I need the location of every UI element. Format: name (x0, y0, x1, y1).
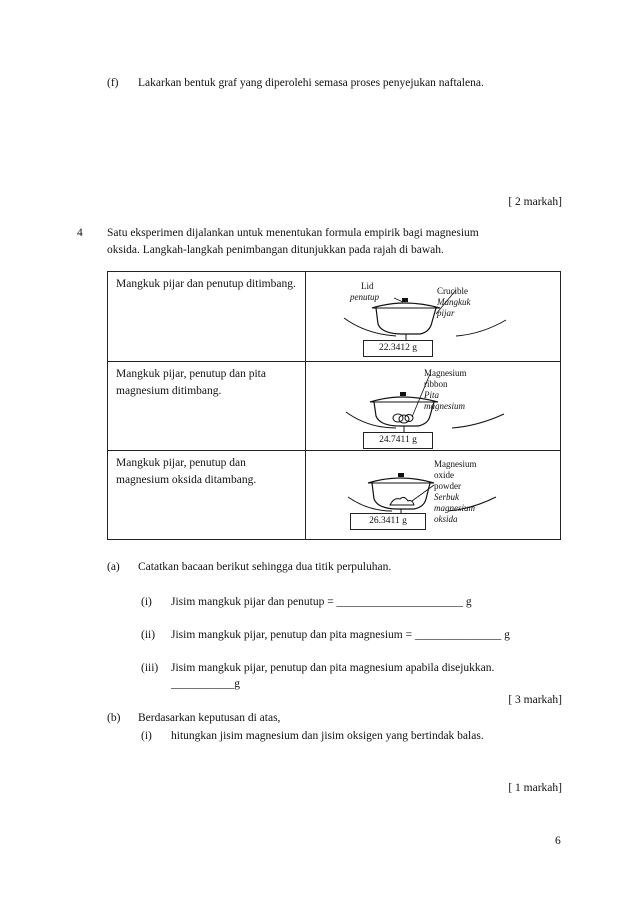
balance-reading-1: 22.3412 g (363, 340, 433, 357)
q4b-i-text: hitungkan jisim magnesium dan jisim oksigen yang bertindak balas. (171, 730, 484, 742)
step-1-figure (306, 272, 561, 362)
q4a-ii-label: (ii) (141, 629, 156, 641)
q4a-iii-text: Jisim mangkuk pijar, penutup dan pita magnesium apabila disejukkan. (171, 662, 495, 674)
magnesium-ribbon-label-1: Magnesium (424, 368, 467, 378)
crucible-with-oxide-illustration (306, 451, 560, 539)
q4-intro-line1: Satu eksperimen dijalankan untuk menentukan formula empirik bagi magnesium (107, 227, 479, 239)
balance-reading-2: 24.7411 g (363, 432, 433, 449)
q4a-iii-blank: ___________g (171, 678, 240, 690)
mangkuk-label: Mangkuk (437, 297, 471, 307)
step-2-figure (306, 362, 561, 451)
step-2-text: Mangkuk pijar, penutup dan pita magnesium ditimbang. (108, 362, 306, 451)
q4-intro-line2: oksida. Langkah-langkah penimbangan ditunjukkan pada rajah di bawah. (107, 244, 444, 256)
q4a-iii-label: (iii) (141, 662, 159, 674)
serbuk-label: Serbuk (434, 492, 459, 502)
balance-reading-3: 26.3411 g (350, 513, 426, 530)
lid-label: Lid (361, 281, 374, 291)
table-row (108, 272, 561, 362)
q4a-marks: [ 3 markah] (508, 694, 562, 706)
magnesium-ribbon-label-2: ribbon (424, 379, 448, 389)
step-3-figure (306, 451, 561, 540)
q4b-text: Berdasarkan keputusan di atas, (138, 712, 281, 724)
step-1-text: Mangkuk pijar dan penutup ditimbang. (108, 272, 306, 362)
table-row (108, 362, 561, 451)
pijar-label: pijar (437, 308, 455, 318)
q4a-ii-text: Jisim mangkuk pijar, penutup dan pita magnesium = _______________ g (171, 629, 510, 641)
q4-number: 4 (77, 227, 83, 239)
q4a-text: Catatkan bacaan berikut sehingga dua titik perpuluhan. (138, 561, 392, 573)
pita-label: Pita (424, 390, 439, 400)
q4a-i-label: (i) (141, 596, 152, 608)
q4b-i-label: (i) (141, 730, 152, 742)
penutup-label: penutup (350, 292, 379, 302)
crucible-with-lid-illustration (306, 272, 560, 361)
oksida-label: oksida (434, 514, 458, 524)
q-f-marks: [ 2 markah] (508, 196, 562, 208)
table-row (108, 451, 561, 540)
oxide-label-2: oxide (434, 470, 454, 480)
oxide-label-1: Magnesium (434, 459, 477, 469)
step-3-text: Mangkuk pijar, penutup dan magnesium oksida ditambang. (108, 451, 306, 540)
q4b-label: (b) (107, 712, 121, 724)
q4b-marks: [ 1 markah] (508, 782, 562, 794)
weighing-steps-table (107, 271, 561, 540)
q4a-label: (a) (107, 561, 120, 573)
crucible-label: Crucible (437, 286, 468, 296)
serbuk-magnesium-label: magnesium (434, 503, 475, 513)
page-number: 6 (555, 835, 561, 847)
q-f-label: (f) (107, 77, 119, 89)
q4a-i-text: Jisim mangkuk pijar dan penutup = ______________________ g (171, 596, 472, 608)
pita-magnesium-label: magnesium (424, 401, 465, 411)
q-f-text: Lakarkan bentuk graf yang diperolehi semasa proses penyejukan naftalena. (138, 77, 484, 89)
oxide-label-3: powder (434, 481, 461, 491)
